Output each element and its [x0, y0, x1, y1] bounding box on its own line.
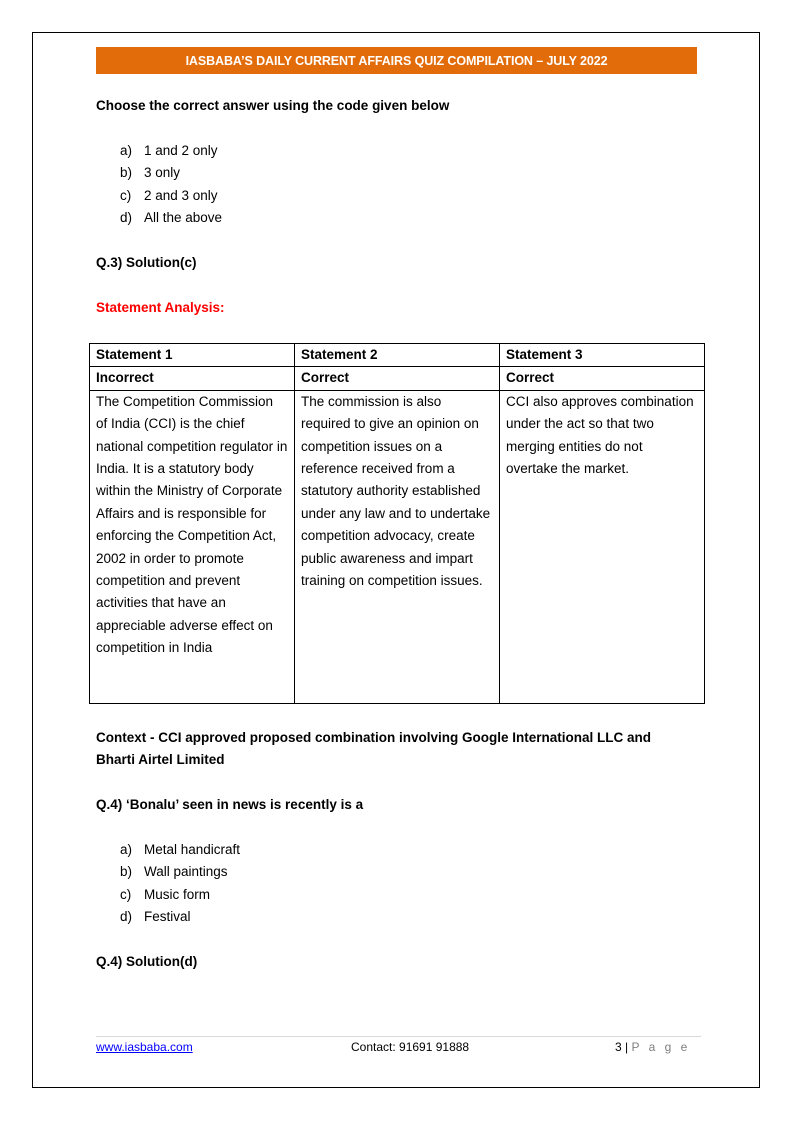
- table-explanation-row: [90, 390, 705, 703]
- verdict-cell: Correct: [295, 367, 500, 390]
- option-letter: a): [120, 143, 133, 158]
- option-text: Music form: [144, 887, 211, 902]
- header-title: IASBABA’S DAILY CURRENT AFFAIRS QUIZ COMPILATION – JULY 2022: [185, 53, 608, 68]
- q3-option-d: [120, 207, 222, 229]
- table-header-cell: Statement 2: [295, 344, 500, 367]
- option-text: All the above: [144, 210, 223, 225]
- q3-instruction: Choose the correct answer using the code given below: [96, 98, 450, 113]
- option-letter: d): [120, 909, 133, 924]
- option-letter: c): [120, 188, 132, 203]
- q4-option-d: [120, 906, 191, 928]
- page-label: P a g e: [631, 1040, 691, 1054]
- context-line-2: Bharti Airtel Limited: [96, 752, 225, 767]
- footer-divider: [96, 1036, 701, 1037]
- table-verdict-row: [90, 367, 705, 390]
- q4-option-b: [120, 861, 228, 883]
- q4-option-c: [120, 884, 210, 906]
- option-letter: c): [120, 887, 132, 902]
- q3-solution: Q.3) Solution(c): [96, 255, 197, 270]
- table-header-cell: Statement 3: [499, 344, 704, 367]
- footer-contact: Contact: 91691 91888: [351, 1040, 470, 1054]
- q4-solution: Q.4) Solution(d): [96, 954, 198, 969]
- option-letter: b): [120, 864, 133, 879]
- website-link[interactable]: www.iasbaba.com: [96, 1040, 193, 1054]
- option-text: 3 only: [144, 165, 181, 180]
- option-text: 1 and 2 only: [144, 143, 218, 158]
- q3-option-c: [120, 185, 218, 207]
- option-text: Wall paintings: [144, 864, 228, 879]
- q4-option-a: [120, 839, 240, 861]
- q3-option-a: [120, 140, 218, 162]
- option-text: 2 and 3 only: [144, 188, 218, 203]
- option-text: Festival: [144, 909, 191, 924]
- statement-analysis-heading: Statement Analysis:: [96, 300, 225, 315]
- page-number: [615, 1040, 690, 1054]
- q3-option-b: [120, 162, 180, 184]
- option-text: Metal handicraft: [144, 842, 241, 857]
- page-number-value: 3: [615, 1040, 622, 1054]
- verdict-cell: Correct: [499, 367, 704, 390]
- explanation-cell: The Competition Commission of India (CCI) is the chief national competition regulator in India. It is a statutory body within the Ministry of Corporate Affairs and is responsible for enforcing the Competition Act, 2002 in order to promote competition and prevent activities that have an appreciable adverse effect on competition in India: [90, 390, 295, 703]
- verdict-cell: Incorrect: [90, 367, 295, 390]
- explanation-cell: CCI also approves combination under the act so that two merging entities do not overtake the market.: [499, 390, 704, 703]
- option-letter: b): [120, 165, 133, 180]
- document-header-banner: [96, 47, 697, 74]
- explanation-cell: The commission is also required to give an opinion on competition issues on a reference received from a statutory authority established under any law and to undertake competition advocacy, create public awareness and impart training on competition issues.: [295, 390, 500, 703]
- context-line-1: Context - CCI approved proposed combination involving Google International LLC and: [96, 730, 652, 745]
- option-letter: a): [120, 842, 133, 857]
- statement-analysis-table: [89, 343, 705, 704]
- table-header-row: [90, 344, 705, 367]
- table-header-cell: Statement 1: [90, 344, 295, 367]
- option-letter: d): [120, 210, 133, 225]
- q4-question: Q.4) ‘Bonalu’ seen in news is recently is a: [96, 797, 364, 812]
- page-separator: |: [621, 1040, 632, 1054]
